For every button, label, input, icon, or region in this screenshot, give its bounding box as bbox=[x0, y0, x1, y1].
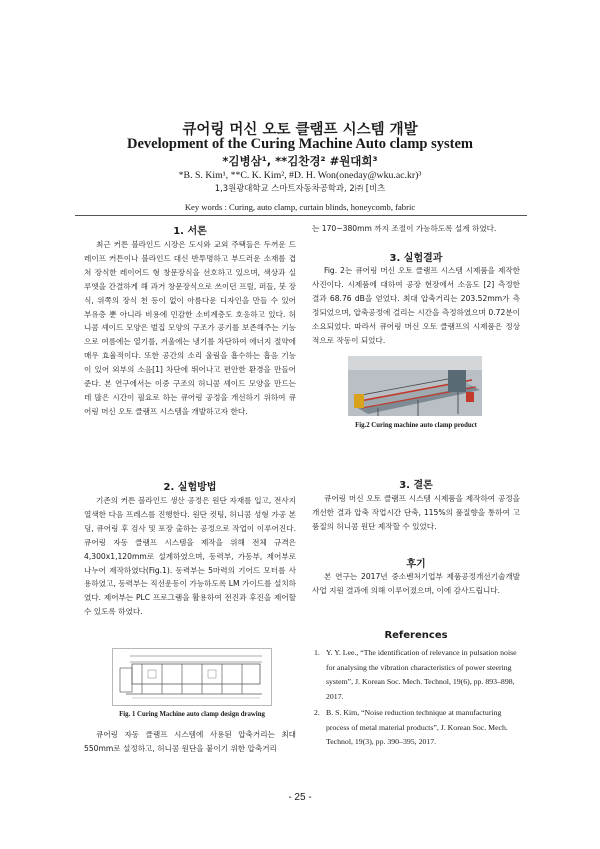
acknowledgement-heading: 후기 bbox=[406, 559, 426, 570]
reference-text: Y. Y. Lee., “The identification of relevance in pulsation noise for analysing the vibration characteristics of power steering system”, J. Korean Soc. Mech. Technol, 19(6), pp. 893–898, 2017. bbox=[326, 648, 517, 701]
method-heading: 2. 실험방법 bbox=[163, 482, 217, 493]
references-list bbox=[314, 646, 520, 750]
conclusion-heading: 3. 결론 bbox=[399, 480, 433, 491]
method-text-right bbox=[312, 222, 520, 236]
authors-korean: *김병삼¹, **김찬경² #원대희³ bbox=[222, 154, 378, 168]
paper-title-english: Development of the Curing Machine Auto clamp system bbox=[127, 136, 473, 152]
intro-heading: 1. 서론 bbox=[173, 226, 207, 237]
reference-text: B. S. Kim, “Noise reduction technique at manufacturing process of metal material products”, J. Korean Soc. Mech. Technol, 19(3), pp. 390–395, 2017. bbox=[326, 708, 508, 746]
paper-title-korean: 큐어링 머신 오토 클램프 시스템 개발 bbox=[182, 122, 418, 138]
affiliation: 1,3원광대학교 스마트자동차공학과, 2㈜ [비츠 bbox=[214, 183, 386, 193]
reference-number: 2. bbox=[314, 708, 320, 717]
method-paragraph-continued: 큐어링 자동 클램프 시스템에 사용된 압축거리는 최대 550mm로 설정하고, 허니콤 원단을 붙이기 위한 압축거리 bbox=[84, 730, 296, 753]
intro-paragraph: 최근 커튼 블라인드 시장은 도시와 교외 주택들은 두꺼운 드레이프 커튼이나 블라인드 대신 반투명하고 부드러운 소재를 겹쳐 장식한 레이어드 형 창문장식을 선호하고 있으며, 색상과 실루엣을 간결하게 해 과거 창문장식으로 쓰이던 프릴, 퍼들, 붓 장식, 위쪽의 장식 천 등이 없이 아름다운 디자인을 만들 수 있어 부유층 뿐 아니라 비용에 민감한 소비계층도 호응하고 있다. 허니콤 셰이드 모양은 벌집 모양의 구조가 공기를 보존해주는 기능으로 여름에는 열기를, 겨울에는 냉기를 차단하여 에너지 절약에 매우 효율적이다. 또한 공간의 소리 울림을 흡수하는 흡음 기능이 있어 외부의 소음[1] 차단에 뛰어나고 편안한 환경을 만들어준다. 본 연구에서는 이중 구조의 허니콤 셰이드 모양을 만드는데 많은 시간이 필요로 하는 큐어링 공정을 개선하기 위하여 큐어링 머신 오토 클램프 시스템을 개발하고자 한다. bbox=[84, 240, 296, 416]
figure-1-drawing bbox=[112, 648, 272, 706]
keywords: Key words : Curing, auto clamp, curtain blinds, honeycomb, fabric bbox=[184, 202, 416, 212]
method-text-continued bbox=[84, 728, 296, 756]
results-paragraph: Fig. 2는 큐어링 머신 오토 클램프 시스템 시제품을 제작한 사진이다. 시제품에 대하여 공장 현장에서 소음도 [2] 측정한 결과 68.76 dB을 얻었다. 최대 압축거리는 203.52mm가 측정되었으며, 압축공정에 걸리는 시간을 측정하였으며 0.72분이 소요되었다. 따라서 큐어링 머신 오토 클램프의 시제품은 정상적으로 작동이 되었다. bbox=[312, 266, 520, 345]
conclusion-paragraph: 큐어링 머신 오토 클램프 시스템 시제품을 제작하여 공정을 개선한 결과 압축 작업시간 단축, 115%의 품질향을 통하여 고품질의 허니콤 원단 제작할 수 있었다. bbox=[312, 494, 520, 531]
reference-item bbox=[314, 646, 520, 704]
results-text bbox=[312, 264, 520, 347]
clamp-product-photo bbox=[348, 356, 482, 416]
reference-number: 1. bbox=[314, 648, 320, 657]
references-heading: References bbox=[384, 630, 448, 641]
method-text bbox=[84, 494, 296, 619]
authors-english: *B. S. Kim¹, **C. K. Kim², #D. H. Won(oneday@wku.ac.kr)³ bbox=[178, 170, 422, 181]
figure-1-caption: Fig. 1 Curing Machine auto clamp design drawing bbox=[119, 711, 265, 718]
method-paragraph: 기존의 커튼 블라인드 생산 공정은 원단 자재를 입고, 전사지 열색한 다음 프레스를 진행한다. 원단 컷팅, 허니콤 성형 가공 본딩, 큐어링 후 검사 및 포장 출하는 공정으로 작업이 이루어진다. 큐어링 자동 클램프 시스템을 제작을 위해 전체 규격은 4,300x1,120mm로 설계하였으며, 동력부, 가동부, 제어부로 나누어 제작하였다(Fig.1). 동력부는 5마력의 기어드 모터를 사용하였고, 동력부는 직선운동이 가능하도록 LM 가이드를 설치하였다. 제어부는 PLC 프로그램을 활용하여 전진과 후진을 제어할 수 있도록 하였다. bbox=[84, 496, 296, 617]
figure-2-caption: Fig.2 Curing machine auto clamp product bbox=[355, 422, 477, 429]
intro-text bbox=[84, 238, 296, 419]
clamp-design-drawing bbox=[112, 648, 272, 706]
figure-2-photo bbox=[348, 356, 482, 416]
acknowledgement-paragraph: 본 연구는 2017년 중소벤처기업부 제품공정개선기술개발사업 지원 결과에 의해 이루어졌으며, 이에 감사드립니다. bbox=[312, 572, 520, 595]
conclusion-text bbox=[312, 492, 520, 534]
page-number: - 25 - bbox=[288, 792, 312, 803]
reference-item bbox=[314, 706, 520, 750]
method-paragraph-end: 는 170~380mm 까지 조절이 가능하도록 설계 하였다. bbox=[312, 224, 497, 233]
results-heading: 3. 실험결과 bbox=[389, 253, 443, 264]
header-divider bbox=[75, 215, 527, 216]
acknowledgement-text bbox=[312, 570, 520, 598]
